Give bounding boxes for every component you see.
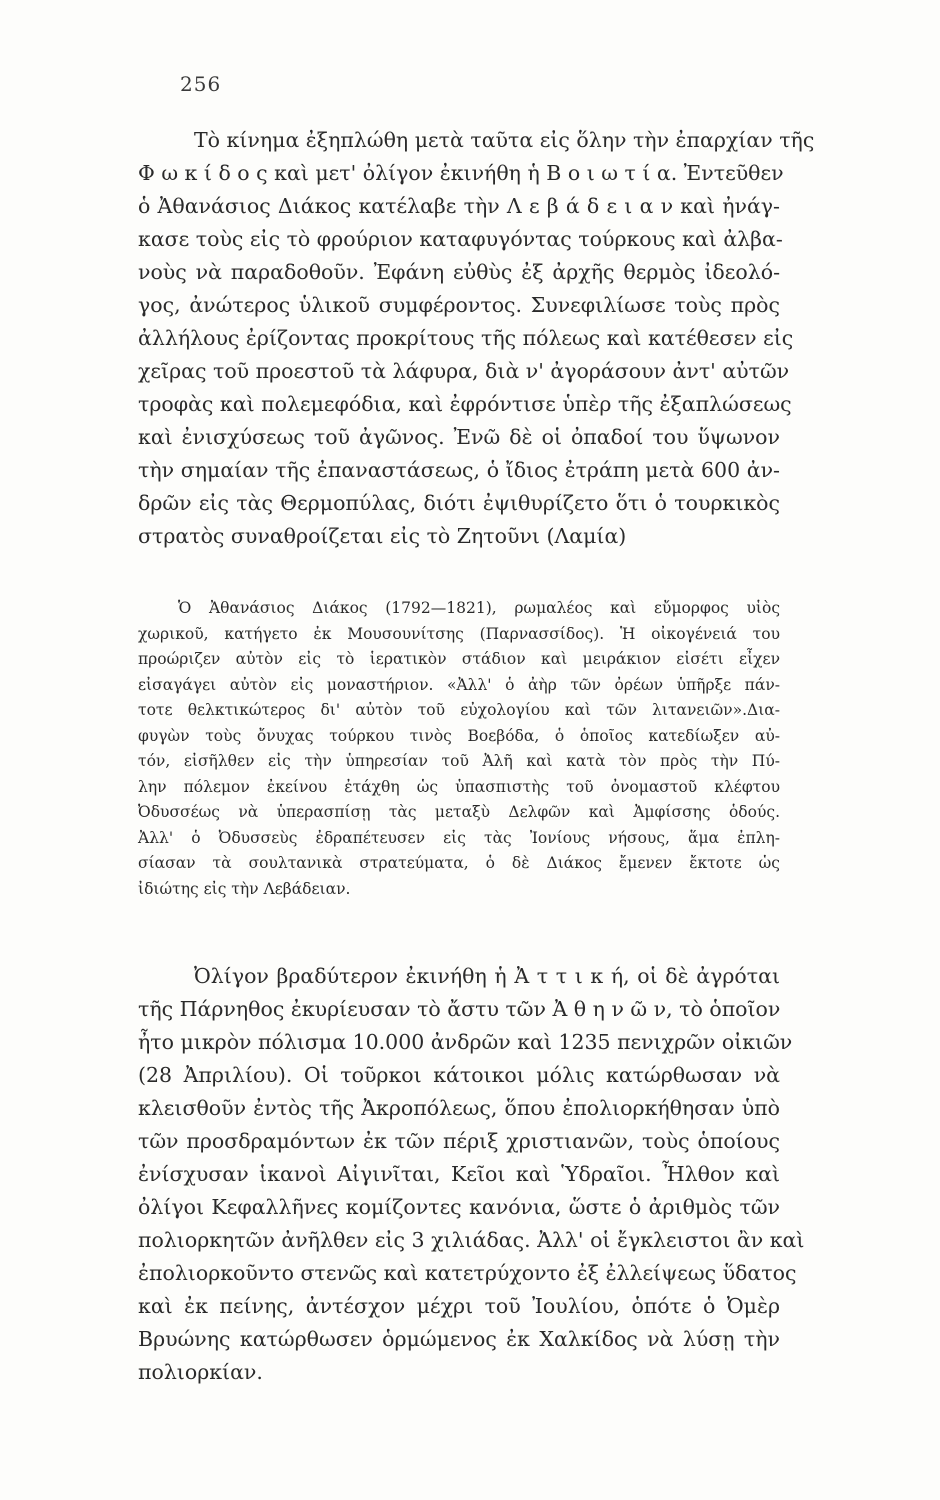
- text-line: ἐπολιορκοῦντο στενῶς καὶ κατετρύχοντο ἐξ ἐλλείψεως ὕδατος: [138, 1261, 797, 1285]
- text-line: νοὺς νὰ παραδοθοῦν. Ἐφάνη εὐθὺς ἐξ ἀρχῆς θερμὸς ἰδεολό-: [138, 260, 780, 284]
- text-line: κασε τοὺς εἰς τὸ φρούριον καταφυγόντας τούρκους καὶ ἀλβα-: [138, 227, 783, 251]
- text-line: δρῶν εἰς τὰς Θερμοπύλας, διότι ἐψιθυρίζετο ὅτι ὁ τουρκικὸς: [138, 491, 780, 515]
- text-line: ὀλίγοι Κεφαλλῆνες κομίζοντες κανόνια, ὥστε ὁ ἀριθμὸς τῶν: [138, 1195, 780, 1219]
- footnote: [138, 596, 780, 902]
- footnote-line: φυγὼν τοὺς ὄνυχας τούρκου τινὸς Βοεβόδα, ὁ ὁποῖος κατεδίωξεν αὐ-: [138, 726, 780, 745]
- text-line: ἐνίσχυσαν ἱκανοὶ Αἰγινῖται, Κεῖοι καὶ Ὑδραῖοι. Ἦλθον καὶ: [138, 1162, 780, 1186]
- footnote-line: λην πόλεμον ἐκείνου ἐτάχθη ὡς ὑπασπιστὴς τοῦ ὀνομαστοῦ κλέφτου: [138, 777, 780, 796]
- footnote-line: εἰσαγάγει αὐτὸν εἰς μοναστήριον. «Ἀλλ' ὁ ἀὴρ τῶν ὀρέων ὑπῆρξε πάν-: [138, 675, 780, 694]
- text-line: κλεισθοῦν ἐντὸς τῆς Ἀκροπόλεως, ὅπου ἐπολιορκήθησαν ὑπὸ: [138, 1096, 780, 1120]
- text-line: τῆς Πάρνηθος ἐκυρίευσαν τὸ ἄστυ τῶν Ἀ θ η ν ῶ ν, τὸ ὁποῖον: [138, 997, 781, 1021]
- text-line: τῶν προσδραμόντων ἐκ τῶν πέριξ χριστιανῶν, τοὺς ὁποίους: [138, 1129, 780, 1153]
- text-line: καὶ ἐνισχύσεως τοῦ ἀγῶνος. Ἐνῶ δὲ οἱ ὀπαδοί του ὕψωνον: [138, 425, 780, 449]
- text-line: πολιορκίαν.: [138, 1360, 263, 1384]
- footnote-line: προώριζεν αὐτὸν εἰς τὸ ἱερατικὸν στάδιον καὶ μειράκιον εἰσέτι εἶχεν: [138, 650, 780, 668]
- text-line: Βρυώνης κατώρθωσεν ὁρμώμενος ἐκ Χαλκίδος νὰ λύσῃ τὴν: [138, 1327, 780, 1351]
- footnote-line: Ὁ Ἀθανάσιος Διάκος (1792—1821), ρωμαλέος καὶ εὔμορφος υἱὸς: [178, 599, 780, 617]
- text-line: πολιορκητῶν ἀνῆλθεν εἰς 3 χιλιάδας. Ἀλλ' οἱ ἔγκλειστοι ἂν καὶ: [138, 1228, 805, 1252]
- page-number: 256: [180, 72, 222, 96]
- footnote-line: χωρικοῦ, κατήγετο ἐκ Μουσουνίτσης (Παρνασσίδος). Ἡ οἰκογένειά του: [138, 624, 780, 643]
- footnote-line: Ὀδυσσέως νὰ ὑπερασπίσῃ τὰς μεταξὺ Δελφῶν καὶ Ἀμφίσσης ὁδούς.: [138, 803, 780, 821]
- text-line: ἦτο μικρὸν πόλισμα 10.000 ἀνδρῶν καὶ 1235 πενιχρῶν οἰκιῶν: [138, 1030, 793, 1054]
- footnote-line: Ἀλλ' ὁ Ὀδυσσεὺς ἐδραπέτευσεν εἰς τὰς Ἰονίους νήσους, ἅμα ἐπλη-: [138, 828, 780, 847]
- text-line: τροφὰς καὶ πολεμεφόδια, καὶ ἐφρόντισε ὑπὲρ τῆς ἐξαπλώσεως: [138, 392, 792, 416]
- text-line: χεῖρας τοῦ προεστοῦ τὰ λάφυρα, διὰ ν' ἀγοράσουν ἀντ' αὐτῶν: [138, 359, 790, 383]
- text-line: γος, ἀνώτερος ὑλικοῦ συμφέροντος. Συνεφιλίωσε τοὺς πρὸς: [138, 293, 780, 317]
- text-line: καὶ ἐκ πείνης, ἀντέσχον μέχρι τοῦ Ἰουλίου, ὁπότε ὁ Ὀμὲρ: [138, 1294, 780, 1318]
- footnote-line: τόν, εἰσῆλθεν εἰς τὴν ὑπηρεσίαν τοῦ Ἀλῆ καὶ κατὰ τὸν πρὸς τὴν Πύ-: [138, 752, 780, 770]
- text-line: στρατὸς συναθροίζεται εἰς τὸ Ζητοῦνι (Λαμία): [138, 524, 627, 548]
- text-line: Τὸ κίνημα ἐξηπλώθη μετὰ ταῦτα εἰς ὅλην τὴν ἐπαρχίαν τῆς: [194, 128, 815, 152]
- text-line: ἀλλήλους ἐρίζοντας προκρίτους τῆς πόλεως καὶ κατέθεσεν εἰς: [138, 326, 794, 350]
- text-line: ὁ Ἀθανάσιος Διάκος κατέλαβε τὴν Λ ε β ά δ ε ι α ν καὶ ἠνάγ-: [138, 194, 780, 218]
- paragraph-2: [138, 960, 805, 1389]
- text-line: (28 Ἀπριλίου). Οἱ τοῦρκοι κάτοικοι μόλις κατώρθωσαν νὰ: [138, 1063, 780, 1087]
- footnote-line: τοτε θελκτικώτερος δι' αὐτὸν τοῦ εὐχολογίου καὶ τῶν λιτανειῶν».Δια-: [138, 701, 780, 719]
- footnote-line: ἰδιώτης εἰς τὴν Λεβάδειαν.: [138, 879, 351, 898]
- text-line: Φ ω κ ί δ ο ς καὶ μετ' ὀλίγον ἐκινήθη ἡ Β ο ι ω τ ί α. Ἐντεῦθεν: [138, 161, 784, 185]
- paragraph-1: [138, 124, 815, 553]
- text-line: Ὀλίγον βραδύτερον ἐκινήθη ἡ Ἀ τ τ ι κ ή, οἱ δὲ ἀγρόται: [194, 964, 780, 988]
- footnote-line: σίασαν τὰ σουλτανικὰ στρατεύματα, ὁ δὲ Διάκος ἔμενεν ἔκτοτε ὡς: [138, 854, 780, 872]
- text-line: τὴν σημαίαν τῆς ἐπαναστάσεως, ὁ ἴδιος ἐτράπη μετὰ 600 ἀν-: [138, 458, 780, 482]
